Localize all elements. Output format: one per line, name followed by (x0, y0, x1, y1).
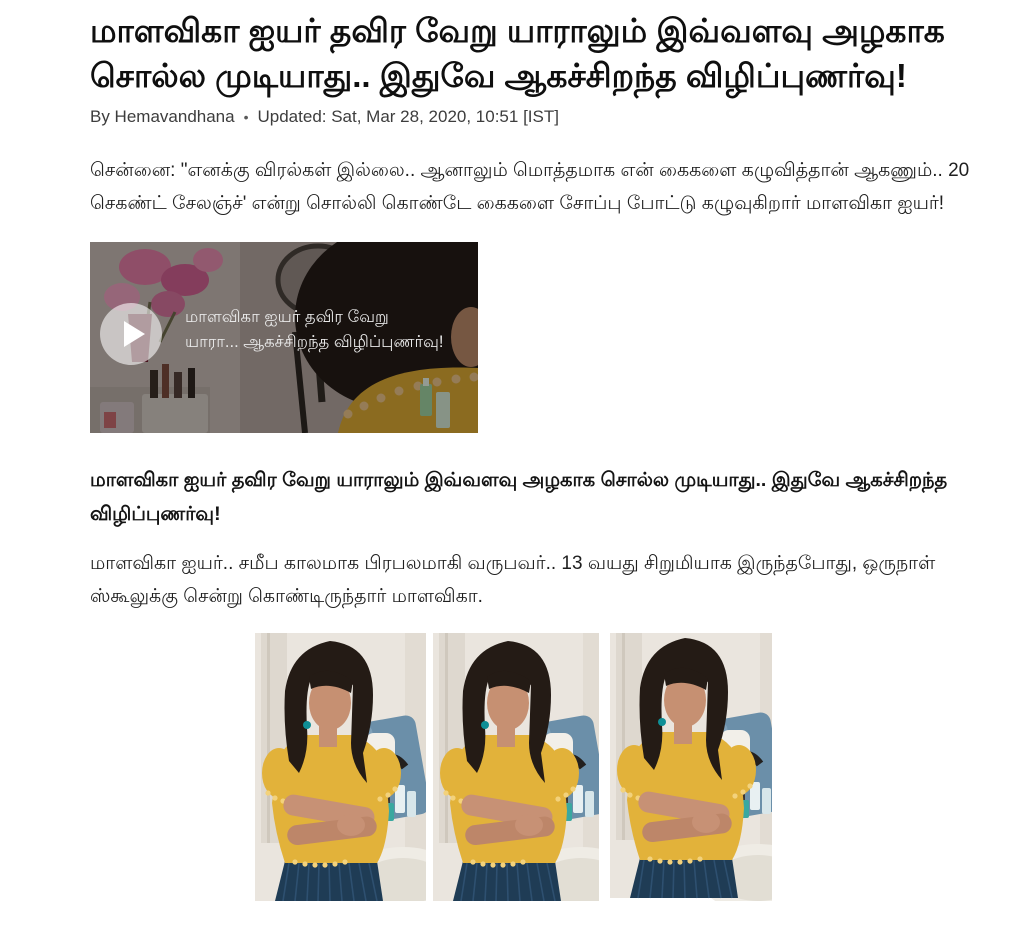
video-thumbnail[interactable] (90, 242, 478, 433)
byline-updated: Updated: Sat, Mar 28, 2020, 10:51 [IST] (257, 107, 559, 126)
article-paragraph-1: சென்னை: "எனக்கு விரல்கள் இல்லை.. ஆனாலும் மொத்தமாக என் கைகளை கழுவித்தான் ஆகணும்.. 20 செகண்ட் சேலஞ்ச்' என்று சொல்லி கொண்டே கைகளை சோப்பு போட்டு கழுவுகிறார் மாளவிகா ஐயர்! (90, 160, 970, 214)
video-caption-line1: மாளவிகா ஐயர் தவிர வேறு (185, 308, 389, 326)
article-photo-image (255, 633, 772, 901)
article-photo (255, 633, 772, 901)
video-caption (185, 305, 470, 355)
page-title: மாளவிகா ஐயர் தவிர வேறு யாராலும் இவ்வளவு அழகாக சொல்ல முடியாது.. இதுவே ஆகச்சிறந்த விழிப்புணர்வு! (90, 12, 945, 94)
byline-author: By Hemavandhana (90, 107, 235, 126)
article-container (90, 0, 1010, 901)
play-icon (124, 321, 145, 347)
article-subheading: மாளவிகா ஐயர் தவிர வேறு யாராலும் இவ்வளவு அழகாக சொல்ல முடியாது.. இதுவே ஆகச்சிறந்த விழிப்புணர்வு! (90, 469, 948, 525)
byline-separator: • (243, 109, 249, 125)
play-button[interactable] (100, 303, 162, 365)
article-paragraph-2: மாளவிகா ஐயர்.. சமீப காலமாக பிரபலமாகி வருபவர்.. 13 வயது சிறுமியாக இருந்தபோது, ஒருநாள் ஸ்கூலுக்கு சென்று கொண்டிருந்தார் மாளவிகா. (90, 553, 936, 607)
byline (90, 107, 1010, 127)
video-caption-line2: யாரா... ஆகச்சிறந்த விழிப்புணர்வு! (185, 333, 444, 351)
